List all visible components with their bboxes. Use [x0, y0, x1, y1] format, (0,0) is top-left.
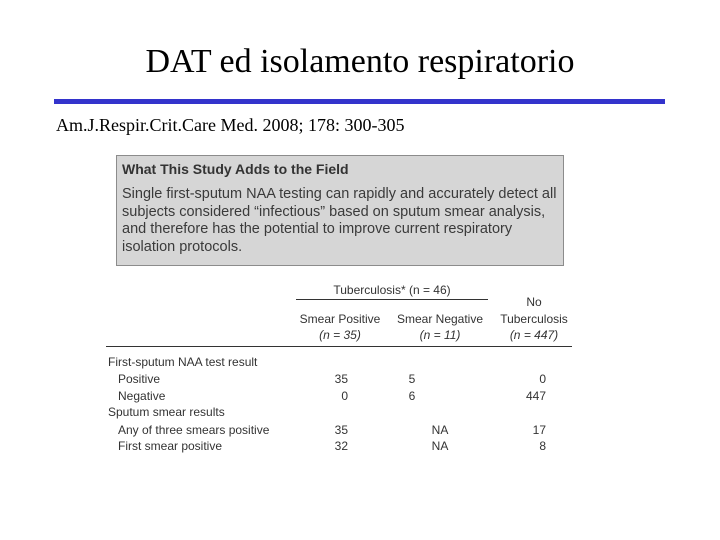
cell-no-tb: 17	[532, 423, 546, 437]
cell-no-tb: 8	[539, 439, 546, 453]
summary-heading: What This Study Adds to the Field	[122, 161, 349, 177]
row-label: First smear positive	[118, 439, 223, 453]
row-label: Negative	[118, 389, 166, 403]
col-smear-positive-n: (n = 35)	[319, 328, 361, 342]
cell-smear-negative: NA	[431, 439, 449, 453]
group-header-underline	[296, 299, 488, 300]
col-no-tb-label-2: Tuberculosis	[500, 312, 568, 326]
cell-smear-positive: 0	[341, 389, 348, 403]
row-label-section: First-sputum NAA test result	[108, 355, 258, 369]
cell-smear-positive: 35	[334, 372, 348, 386]
citation: Am.J.Respir.Crit.Care Med. 2008; 178: 300-305	[56, 115, 405, 135]
cell-smear-negative: 5	[408, 372, 416, 386]
cell-no-tb: 447	[525, 389, 546, 403]
row-label: Any of three smears positive	[118, 423, 270, 437]
slide-title: DAT ed isolamento respiratorio	[145, 43, 575, 80]
summary-text: Single first-sputum NAA testing can rapidly and accurately detect all subjects considered “infectious” based on sputum smear analysis, and therefore has the potential to improve current respiratory isolation protocols.	[122, 186, 557, 255]
group-header-tuberculosis: Tuberculosis* (n = 46)	[333, 283, 451, 297]
cell-smear-negative: 6	[408, 389, 416, 403]
row-label: Positive	[118, 372, 161, 386]
row-label-section: Sputum smear results	[108, 405, 225, 419]
header-bottom-rule	[106, 346, 572, 347]
col-smear-positive-label: Smear Positive	[299, 312, 381, 326]
cell-smear-positive: 35	[334, 423, 348, 437]
cell-smear-negative: NA	[431, 423, 449, 437]
cell-smear-positive: 32	[334, 439, 348, 453]
col-no-tb-n: (n = 447)	[509, 328, 559, 342]
cell-no-tb: 0	[539, 372, 546, 386]
col-no-tb-label-1: No	[526, 295, 542, 309]
col-smear-negative-n: (n = 11)	[419, 328, 461, 342]
col-smear-negative-label: Smear Negative	[396, 312, 484, 326]
